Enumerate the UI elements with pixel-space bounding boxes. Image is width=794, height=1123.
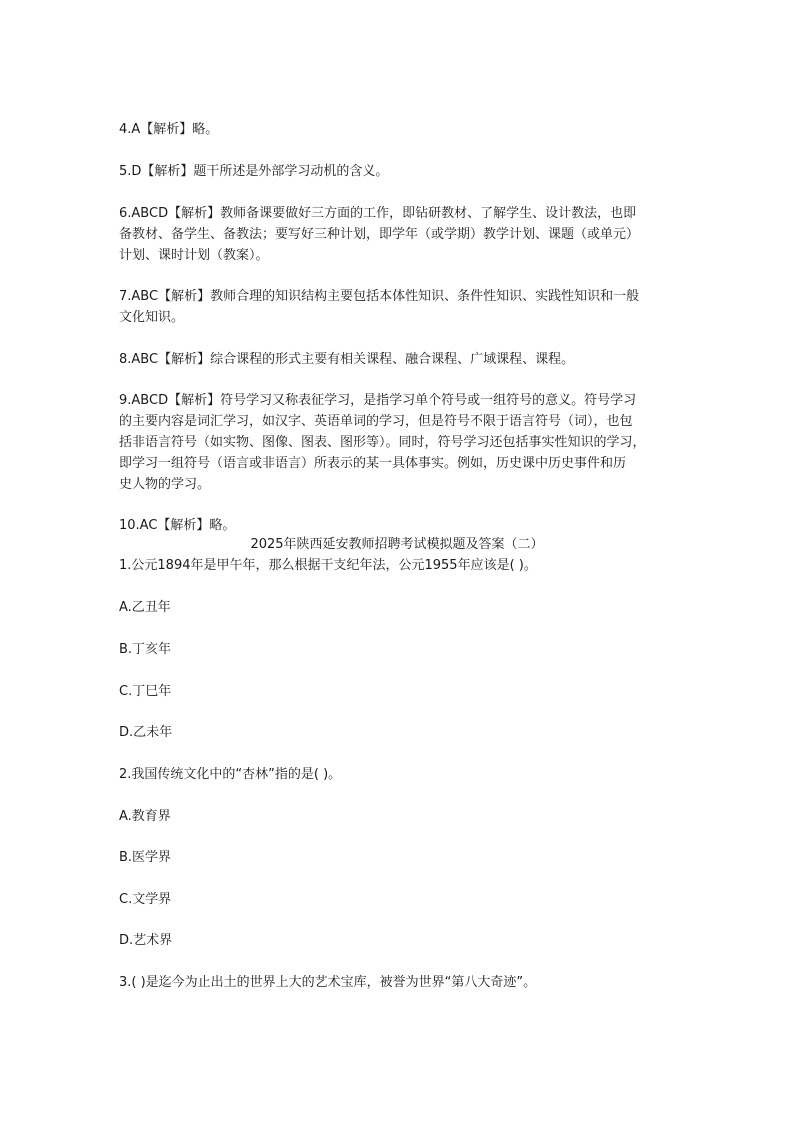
question-2-option-c bbox=[119, 889, 679, 910]
question-1-option-b bbox=[119, 639, 679, 660]
option-text: C.文学界 bbox=[119, 892, 172, 907]
option-text: A.教育界 bbox=[119, 809, 171, 824]
option-text: A.乙丑年 bbox=[119, 600, 171, 615]
text-line: 7.ABC【解析】教师合理的知识结构主要包括本体性知识、条件性知识、实践性知识和一般 bbox=[119, 289, 640, 304]
answer-5 bbox=[119, 161, 679, 182]
text-line: 备教材、备学生、备教法；要写好三种计划，即学年（或学期）教学计划、课题（或单元） bbox=[119, 227, 640, 242]
text-line: 10.AC【解析】略。 bbox=[119, 518, 236, 533]
text-line: 9.ABCD【解析】符号学习又称表征学习，是指学习单个符号或一组符号的意义。符号学习 bbox=[119, 393, 637, 408]
text-line: 计划、课时计划（教案）。 bbox=[119, 248, 269, 263]
option-text: B.医学界 bbox=[119, 850, 172, 865]
question-3-stem bbox=[119, 972, 679, 993]
text-line: 即学习一组符号（语言或非语言）所表示的某一具体事实。例如，历史课中历史事件和历 bbox=[119, 456, 627, 471]
text-line: 文化知识。 bbox=[119, 310, 185, 325]
text-line: 4.A【解析】略。 bbox=[119, 122, 219, 137]
question-2-option-b bbox=[119, 847, 679, 868]
text-line: 6.ABCD【解析】教师备课要做好三方面的工作，即钻研教材、了解学生、设计教法，也即 bbox=[119, 206, 637, 221]
option-text: D.乙未年 bbox=[119, 725, 173, 740]
question-2-option-a bbox=[119, 806, 679, 827]
question-1-option-a bbox=[119, 597, 679, 618]
text-line: 8.ABC【解析】综合课程的形式主要有相关课程、融合课程、广域课程、课程。 bbox=[119, 352, 575, 367]
question-1-option-c bbox=[119, 681, 679, 702]
question-2-option-d bbox=[119, 930, 679, 951]
text-line: 1.公元1894年是甲午年，那么根据干支纪年法，公元1955年应该是( )。 bbox=[119, 558, 537, 573]
answer-7 bbox=[119, 286, 679, 328]
answer-10 bbox=[119, 515, 679, 536]
answer-6 bbox=[119, 203, 679, 266]
question-1-stem bbox=[119, 555, 679, 576]
answer-8 bbox=[119, 349, 679, 370]
text-line: 5.D【解析】题干所述是外部学习动机的含义。 bbox=[119, 164, 389, 179]
option-text: C.丁巳年 bbox=[119, 684, 172, 699]
text-line: 2.我国传统文化中的“杏林”指的是( )。 bbox=[119, 767, 342, 782]
option-text: D.艺术界 bbox=[119, 933, 173, 948]
question-1-option-d bbox=[119, 722, 679, 743]
question-2-stem bbox=[119, 764, 679, 785]
text-line: 3.( )是迄今为止出土的世界上大的艺术宝库，被誉为世界“第八大奇迹”。 bbox=[119, 975, 537, 990]
option-text: B.丁亥年 bbox=[119, 642, 172, 657]
text-line: 的主要内容是词汇学习，如汉字、英语单词的学习，但是符号不限于语言符号（词），也包 bbox=[119, 414, 633, 429]
text-line: 括非语言符号（如实物、图像、图表、图形等）。同时，符号学习还包括事实性知识的学习， bbox=[119, 435, 646, 450]
answer-4 bbox=[119, 119, 679, 140]
section-title: 2025年陕西延安教师招聘考试模拟题及答案（二） bbox=[250, 537, 544, 552]
answer-9 bbox=[119, 390, 679, 495]
text-line: 史人物的学习。 bbox=[119, 477, 211, 492]
